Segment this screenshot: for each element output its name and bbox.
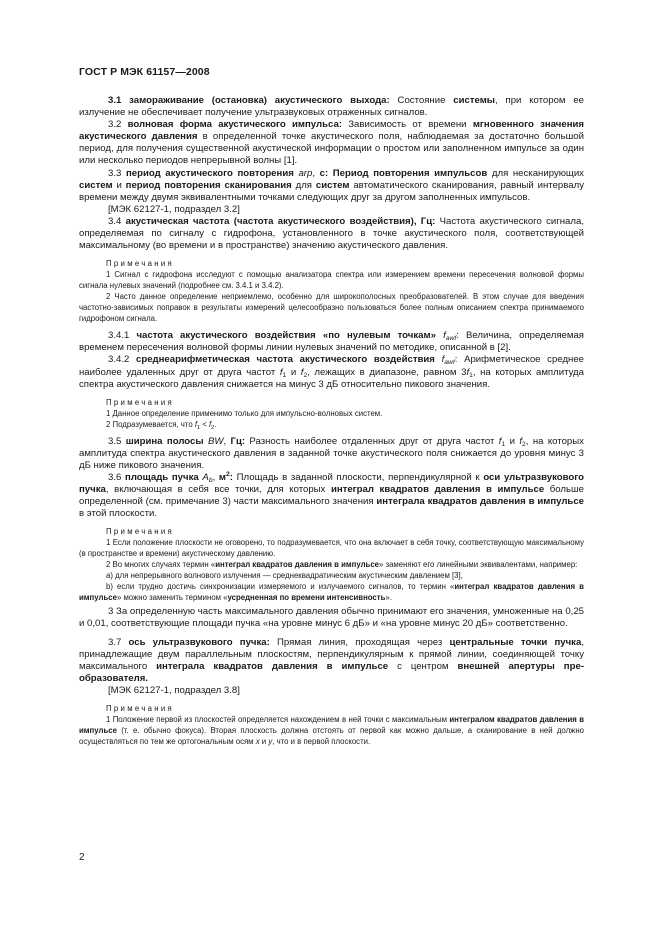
clause-3-4: 3.4 акустическая частота (частота акустического воздействия), Гц: Частота акустического сигнала, определяемая по сигналу с гидрофона, установленного в точке акустического поля, соответствующей максимальному (во времени и в пространстве) значению акустического давления. (79, 215, 584, 252)
document-body (79, 95, 584, 747)
notes-heading-3-7: Примечания (106, 704, 175, 713)
notes-heading-3-6: Примечания (106, 527, 175, 537)
clause-3-3: 3.3 период акустического повторения arp, с: Период повторения импульсов для несканирующих систем и период повторения сканирования для систем автоматического сканирования, равный интервалу времени между двумя эквивалентными точками следующих друг за другом заполненных импульсов. (79, 167, 584, 203)
document-header: ГОСТ Р МЭК 61157—2008 (79, 66, 210, 78)
page-number: 2 (79, 852, 85, 863)
clause-3-1: 3.1 замораживание (остановка) акустического выхода: Состояние системы, при котором ее излучение не обеспечивает получение ультразвуковых отраженных сигналов. (79, 95, 585, 119)
reference-3-3: [МЭК 62127-1, подраздел 3.2] (108, 203, 240, 215)
clause-3-4-2: 3.4.2 среднеарифметическая частота акустического воздействия $f_{awf}$: Арифметическое среднее наиболее удаленных друг от друга частот $f_1$ и $f_2$, лежащих в диапазоне, равном $3f_1$, на которых амплитуда спектра акустического давления снижается на минус 3 дБ относительно пикового значения. (79, 354, 585, 390)
note-3-6-2: 2 Во многих случаях термин «интеграл квадратов давления в импульсе» заменяют его линейными эквивалентами, например: (106, 560, 578, 570)
note-3-6-1: 1 Если положение плоскости не оговорено, то подразумевается, что она включает в себя точку, соответствующую максимальному (в пространстве и времени) акустическому давлению. (79, 538, 584, 559)
note-3-4-1: 1 Сигнал с гидрофона исследуют с помощью анализатора спектра или измерением времени пересечения волновой формы сигнала нулевых значений (подробнее см. 3.4.1 и 3.4.2). (79, 270, 584, 291)
notes-heading-3-4-2: Примечания (106, 397, 175, 407)
clause-3-7: 3.7 ось ультразвукового пучка: Прямая линия, проходящая через центральные точки пучка, принадлежащие двум параллельным плоскостям, перпендикулярным к прямой линии, соединяющей точку максимального интеграла квадратов давления в импульсе с центром внешней апертуры преобразователя. (79, 636, 585, 684)
note-3-4-2-1: 1 Данное определение применимо только для импульсно-волновых систем. (106, 408, 383, 418)
note-3-7-1: 1 Положение первой из плоскостей определяется нахождением в ней точки с максимальным интегралом квадратов давления в импульсе (т. е. обычно фокуса). Вторая плоскость должна отстоять от первой как можно дальше, а сканирование в ней должно осуществляться по тем же ортогональным осям x и y, что и в первой плоскости. (79, 715, 584, 746)
reference-3-7: [МЭК 62127-1, подраздел 3.8] (108, 684, 240, 696)
note-3-6-2-b: b) если трудно достичь синхронизации измеряемого и излучаемого сигналов, то термин «интеграл квадратов давления в импульсе» можно заменить термином «усредненная по времени интенсивность». (79, 582, 584, 603)
clause-3-4-1: 3.4.1 частота акустического воздействия «по нулевым точкам» $f_{awf}$: Величина, определяемая временем пересечения волновой формы линии нулевых значений по методике, описанной в [2]. (79, 330, 584, 354)
clause-3-6: 3.6 площадь пучка $A_b$, $м^2$: Площадь в заданной плоскости, перпендикулярной к оси ультразвукового пучка, включающая в себя все точки, для которых интеграл квадратов давления в импульсе больше определенной (см. примечание 3) части максимального значения интеграла квадратов давления в импульсе в этой плоскости. (79, 470, 584, 520)
clause-3-2: 3.2 волновая форма акустического импульса: Зависимость от времени мгновенного значения акустического давления в определенной точке акустического поля, наблюдаемая за достаточно большой период, для получения существенной акустической информации о простом или заполненном импульсе за один или несколько периодов непрерывной волны [1]. (79, 119, 584, 167)
clause-3-5: 3.5 ширина полосы BW, Гц: Разность наиболее отдаленных друг от друга частот $f_1$ и $f_2$, на которых амплитуда спектра акустического давления в заданной точке акустического поля снижается до уровня минус 3 дБ ниже пикового значения. (79, 435, 584, 471)
note-3-4-2-2: 2 Подразумевается, что $f_1 < f_2$. (106, 419, 217, 431)
note-3-6-2-a: а) для непрерывного волнового излучения — среднеквадратическим акустическим давлением [3], (106, 571, 463, 581)
note-3-6-3: 3 За определенную часть максимального давления обычно принимают его значения, умноженные на 0,25 и 0,01, соответствующие площади пучка «на уровне минус 6 дБ» и «на уровне минус 20 дБ» соответственно. (79, 606, 584, 630)
notes-heading-3-4: Примечания (106, 259, 175, 269)
note-3-4-2: 2 Часто данное определение неприемлемо, особенно для широкополосных преобразователей. В этом случае для введения частотно-зависимых поправок в результаты измерений целесообразно пользоваться более полным описанием спектра принимаемого гидрофоном сигнала. (79, 292, 584, 324)
